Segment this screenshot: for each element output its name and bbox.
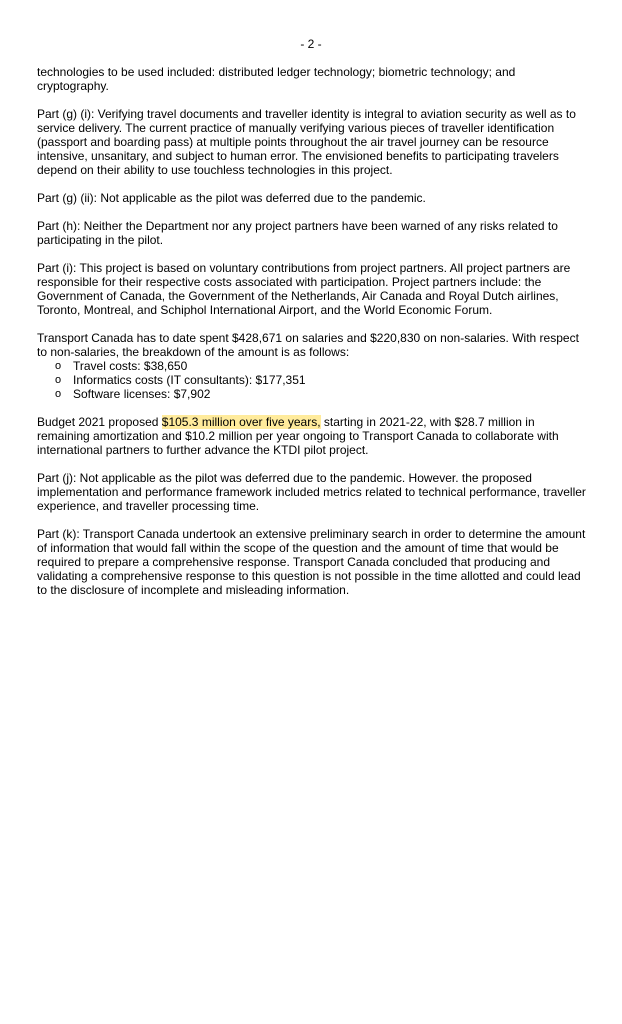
bullet-marker: o xyxy=(55,360,62,372)
document-body xyxy=(37,65,589,611)
list-item xyxy=(55,387,589,401)
paragraph-part-g-ii: Part (g) (ii): Not applicable as the pilot was deferred due to the pandemic. xyxy=(37,191,426,205)
paragraph-part-j: Part (j): Not applicable as the pilot was deferred due to the pandemic. However. the proposed implementation and performance framework included metrics related to technical performance, traveller experience, and traveller processing time. xyxy=(37,471,586,513)
spacer xyxy=(37,401,589,415)
paragraph-part-i: Part (i): This project is based on voluntary contributions from project partners. All project partners are responsible for their respective costs associated with participation. Project partners include: the Government of Canada, the Government of the Netherlands, Air Canada and Royal Dutch airlines, Toronto, Montreal, and Schiphol International Airport, and the World Economic Forum. xyxy=(37,261,571,317)
paragraph-part-h: Part (h): Neither the Department nor any project partners have been warned of any risks related to participating in the pilot. xyxy=(37,219,558,247)
paragraph-part-g-i: Part (g) (i): Verifying travel documents and traveller identity is integral to aviation security as well as to service delivery. The current practice of manually verifying various pieces of traveller identification (passport and boarding pass) at multiple points throughout the air travel journey can be resource intensive, unsanitary, and subject to human error. The envisioned benefits to participating travelers depend on their ability to use touchless technologies in this project. xyxy=(37,107,576,177)
paragraph-part-k: Part (k): Transport Canada undertook an extensive preliminary search in order to determine the amount of information that would fall within the scope of the question and the amount of time that would be required to prepare a comprehensive response. Transport Canada concluded that producing and validating a comprehensive response to this question is not possible in the time allotted and could lead to the disclosure of incomplete and misleading information. xyxy=(37,527,586,597)
budget-text-after: starting in 2021-22, with $28.7 million in remaining amortization and $10.2 million per year ongoing to Transport Canada to collaborate with international partners to further advance the KTDI pilot project. xyxy=(37,415,559,457)
bullet-marker: o xyxy=(55,374,62,386)
list-item-text: Software licenses: $7,902 xyxy=(73,387,211,401)
page-number: - 2 - xyxy=(300,37,322,51)
paragraph-budget-2021 xyxy=(37,415,589,457)
non-salary-breakdown-list xyxy=(37,359,589,401)
bullet-marker: o xyxy=(55,388,62,400)
budget-text-before: Budget 2021 proposed xyxy=(37,415,162,429)
paragraph-technologies: technologies to be used included: distributed ledger technology; biometric technology; and cryptography. xyxy=(37,65,516,93)
paragraph-spending: Transport Canada has to date spent $428,671 on salaries and $220,830 on non-salaries. With respect to non-salaries, the breakdown of the amount is as follows: xyxy=(37,331,579,359)
highlighted-amount: $105.3 million over five years, xyxy=(161,415,321,429)
list-item-text: Travel costs: $38,650 xyxy=(73,359,188,373)
list-item xyxy=(55,359,589,373)
list-item-text: Informatics costs (IT consultants): $177,351 xyxy=(73,373,306,387)
list-item xyxy=(55,373,589,387)
